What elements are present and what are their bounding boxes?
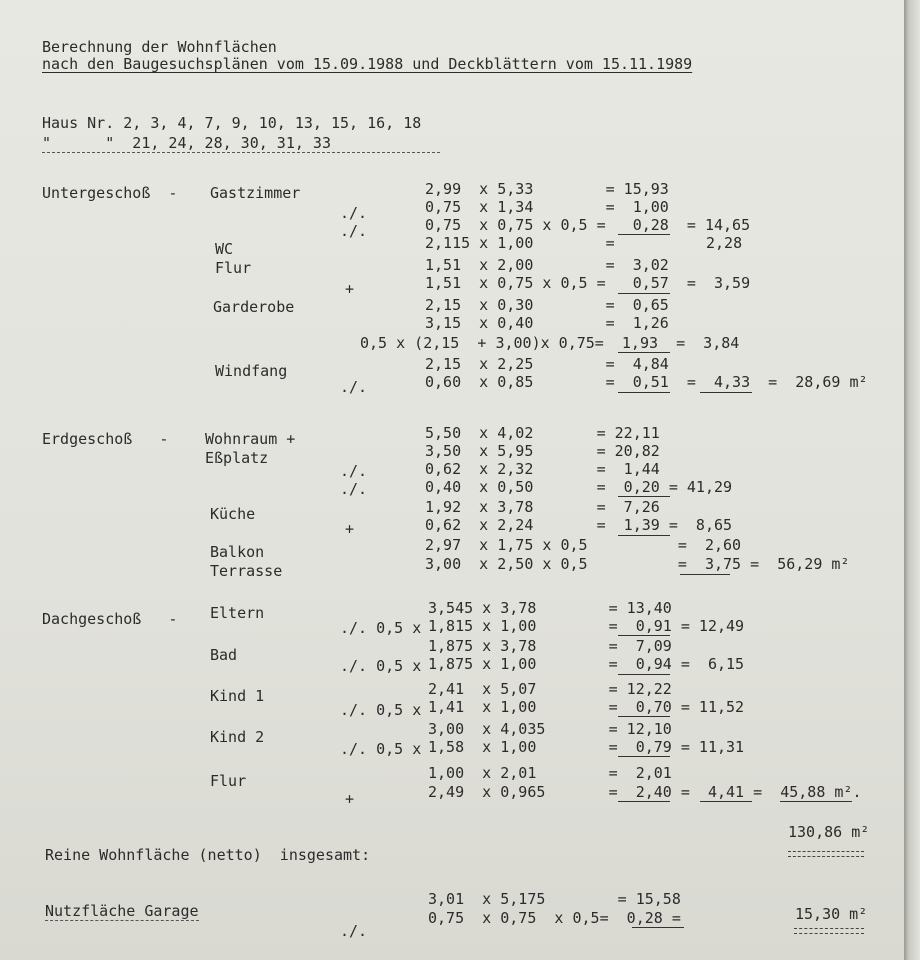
- room-kind2: Kind 2: [210, 728, 265, 746]
- op-minus: ./.: [340, 462, 368, 480]
- op-minus: ./.: [340, 480, 368, 498]
- room-terrasse: Terrasse: [210, 562, 283, 580]
- calc-line: 2,15 x 2,25 = 4,84: [425, 355, 669, 373]
- op-minus: ./.: [340, 204, 368, 222]
- room-bad: Bad: [210, 646, 238, 664]
- calc-line: 1,51 x 0,75 x 0,5 = 0,57 = 3,59: [425, 274, 751, 292]
- calc-line: 3,50 x 5,95 = 20,82: [425, 442, 660, 460]
- underline: [618, 674, 670, 675]
- house-numbers-line1: Haus Nr. 2, 3, 4, 7, 9, 10, 13, 15, 16, 18: [42, 114, 422, 132]
- house-numbers-line2: " " 21, 24, 28, 30, 31, 33: [42, 134, 440, 153]
- calc-line: 0,60 x 0,85 = 0,51 = 4,33 = 28,69 m²: [425, 373, 868, 391]
- calc-line: 3,00 x 2,50 x 0,5 = 3,75 = 56,29 m²: [425, 555, 850, 573]
- floor-label-eg: Erdgeschoß -: [42, 430, 169, 448]
- op-minus: ./.: [340, 222, 368, 240]
- calc-line: 3,545 x 3,78 = 13,40: [428, 599, 672, 617]
- calc-line: 2,97 x 1,75 x 0,5 = 2,60: [425, 536, 742, 554]
- floor-label-dg: Dachgeschoß -: [42, 610, 178, 628]
- room-essplatz: Eßplatz: [205, 449, 269, 467]
- calc-line: 1,92 x 3,78 = 7,26: [425, 498, 660, 516]
- op-plus: +: [345, 520, 355, 538]
- op-minus-half: ./. 0,5 x: [340, 657, 422, 675]
- underline: [618, 635, 670, 636]
- underline: [618, 352, 670, 353]
- room-wohnraum: Wohnraum +: [205, 430, 296, 448]
- underline: [700, 392, 752, 393]
- op-minus: ./.: [340, 378, 368, 396]
- calc-line: 0,5 x (2,15 + 3,00)x 0,75= 1,93 = 3,84: [360, 334, 740, 352]
- underline: [618, 234, 670, 235]
- calc-line: 2,99 x 5,33 = 15,93: [425, 180, 669, 198]
- calc-line: 1,41 x 1,00 = 0,70 = 11,52: [428, 698, 745, 716]
- room-wc: WC: [215, 240, 234, 258]
- calc-line: 3,00 x 4,035 = 12,10: [428, 720, 672, 738]
- underline: [618, 293, 670, 294]
- double-underline: [788, 851, 864, 857]
- calc-line: 0,75 x 1,34 = 1,00: [425, 198, 669, 216]
- calc-line: 2,115 x 1,00 =: [425, 234, 615, 252]
- calc-line: 1,51 x 2,00 = 3,02: [425, 256, 669, 274]
- subtotal-wc: 2,28: [706, 234, 743, 252]
- op-minus-half: ./. 0,5 x: [340, 740, 422, 758]
- calc-line: 0,75 x 0,75 x 0,5 = 0,28 = 14,65: [425, 216, 751, 234]
- underline: [680, 574, 730, 575]
- calc-line: 1,875 x 1,00 = 0,94 = 6,15: [428, 655, 745, 673]
- op-minus-half: ./. 0,5 x: [340, 701, 422, 719]
- op-minus-half: ./. 0,5 x: [340, 619, 422, 637]
- calc-line: 5,50 x 4,02 = 22,11: [425, 424, 660, 442]
- room-kind1: Kind 1: [210, 687, 265, 705]
- calc-line: 1,00 x 2,01 = 2,01: [428, 764, 672, 782]
- doc-title: Berechnung der Wohnflächen: [42, 38, 277, 56]
- total-value: 130,86 m²: [788, 823, 870, 841]
- page-edge: [904, 0, 920, 960]
- op-minus: ./.: [340, 922, 368, 940]
- calc-line: 0,75 x 0,75 x 0,5= 0,28 =: [428, 909, 681, 927]
- room-kueche: Küche: [210, 505, 256, 523]
- underline: [618, 392, 670, 393]
- calc-line: 1,875 x 3,78 = 7,09: [428, 637, 672, 655]
- underline: [632, 927, 684, 928]
- calc-line: 0,40 x 0,50 = 0,20 = 41,29: [425, 478, 733, 496]
- calc-line: 2,49 x 0,965 = 2,40 = 4,41 = 45,88 m².: [428, 783, 862, 801]
- underline: [618, 535, 670, 536]
- calc-line: 0,62 x 2,24 = 1,39 = 8,65: [425, 516, 733, 534]
- calc-line: 0,62 x 2,32 = 1,44: [425, 460, 660, 478]
- underline: [700, 801, 752, 802]
- floor-label-ug: Untergeschoß -: [42, 184, 178, 202]
- underline: [618, 801, 670, 802]
- calc-line: 1,815 x 1,00 = 0,91 = 12,49: [428, 617, 745, 635]
- room-flur-dg: Flur: [210, 772, 247, 790]
- calc-line: 3,15 x 0,40 = 1,26: [425, 314, 669, 332]
- calc-line: 3,01 x 5,175 = 15,58: [428, 890, 681, 908]
- underline: [618, 756, 670, 757]
- calc-line: 1,58 x 1,00 = 0,79 = 11,31: [428, 738, 745, 756]
- op-plus: +: [345, 790, 355, 808]
- room-eltern: Eltern: [210, 604, 265, 622]
- underline: [618, 716, 670, 717]
- calc-line: 2,15 x 0,30 = 0,65: [425, 296, 669, 314]
- room-flur-ug: Flur: [215, 259, 252, 277]
- underline: [780, 801, 852, 802]
- room-windfang: Windfang: [215, 362, 288, 380]
- garage-value: 15,30 m²: [795, 905, 868, 923]
- doc-subtitle: nach den Baugesuchsplänen vom 15.09.1988 und Deckblättern vom 15.11.1989: [42, 55, 693, 73]
- op-plus: +: [345, 280, 355, 298]
- room-balkon: Balkon: [210, 543, 265, 561]
- garage-label: Nutzfläche Garage: [45, 902, 199, 920]
- room-garderobe: Garderobe: [213, 298, 295, 316]
- total-label: Reine Wohnfläche (netto) insgesamt:: [45, 846, 371, 864]
- room-gastzimmer: Gastzimmer: [210, 184, 301, 202]
- underline: [618, 496, 670, 497]
- double-underline: [794, 928, 864, 934]
- calc-line: 2,41 x 5,07 = 12,22: [428, 680, 672, 698]
